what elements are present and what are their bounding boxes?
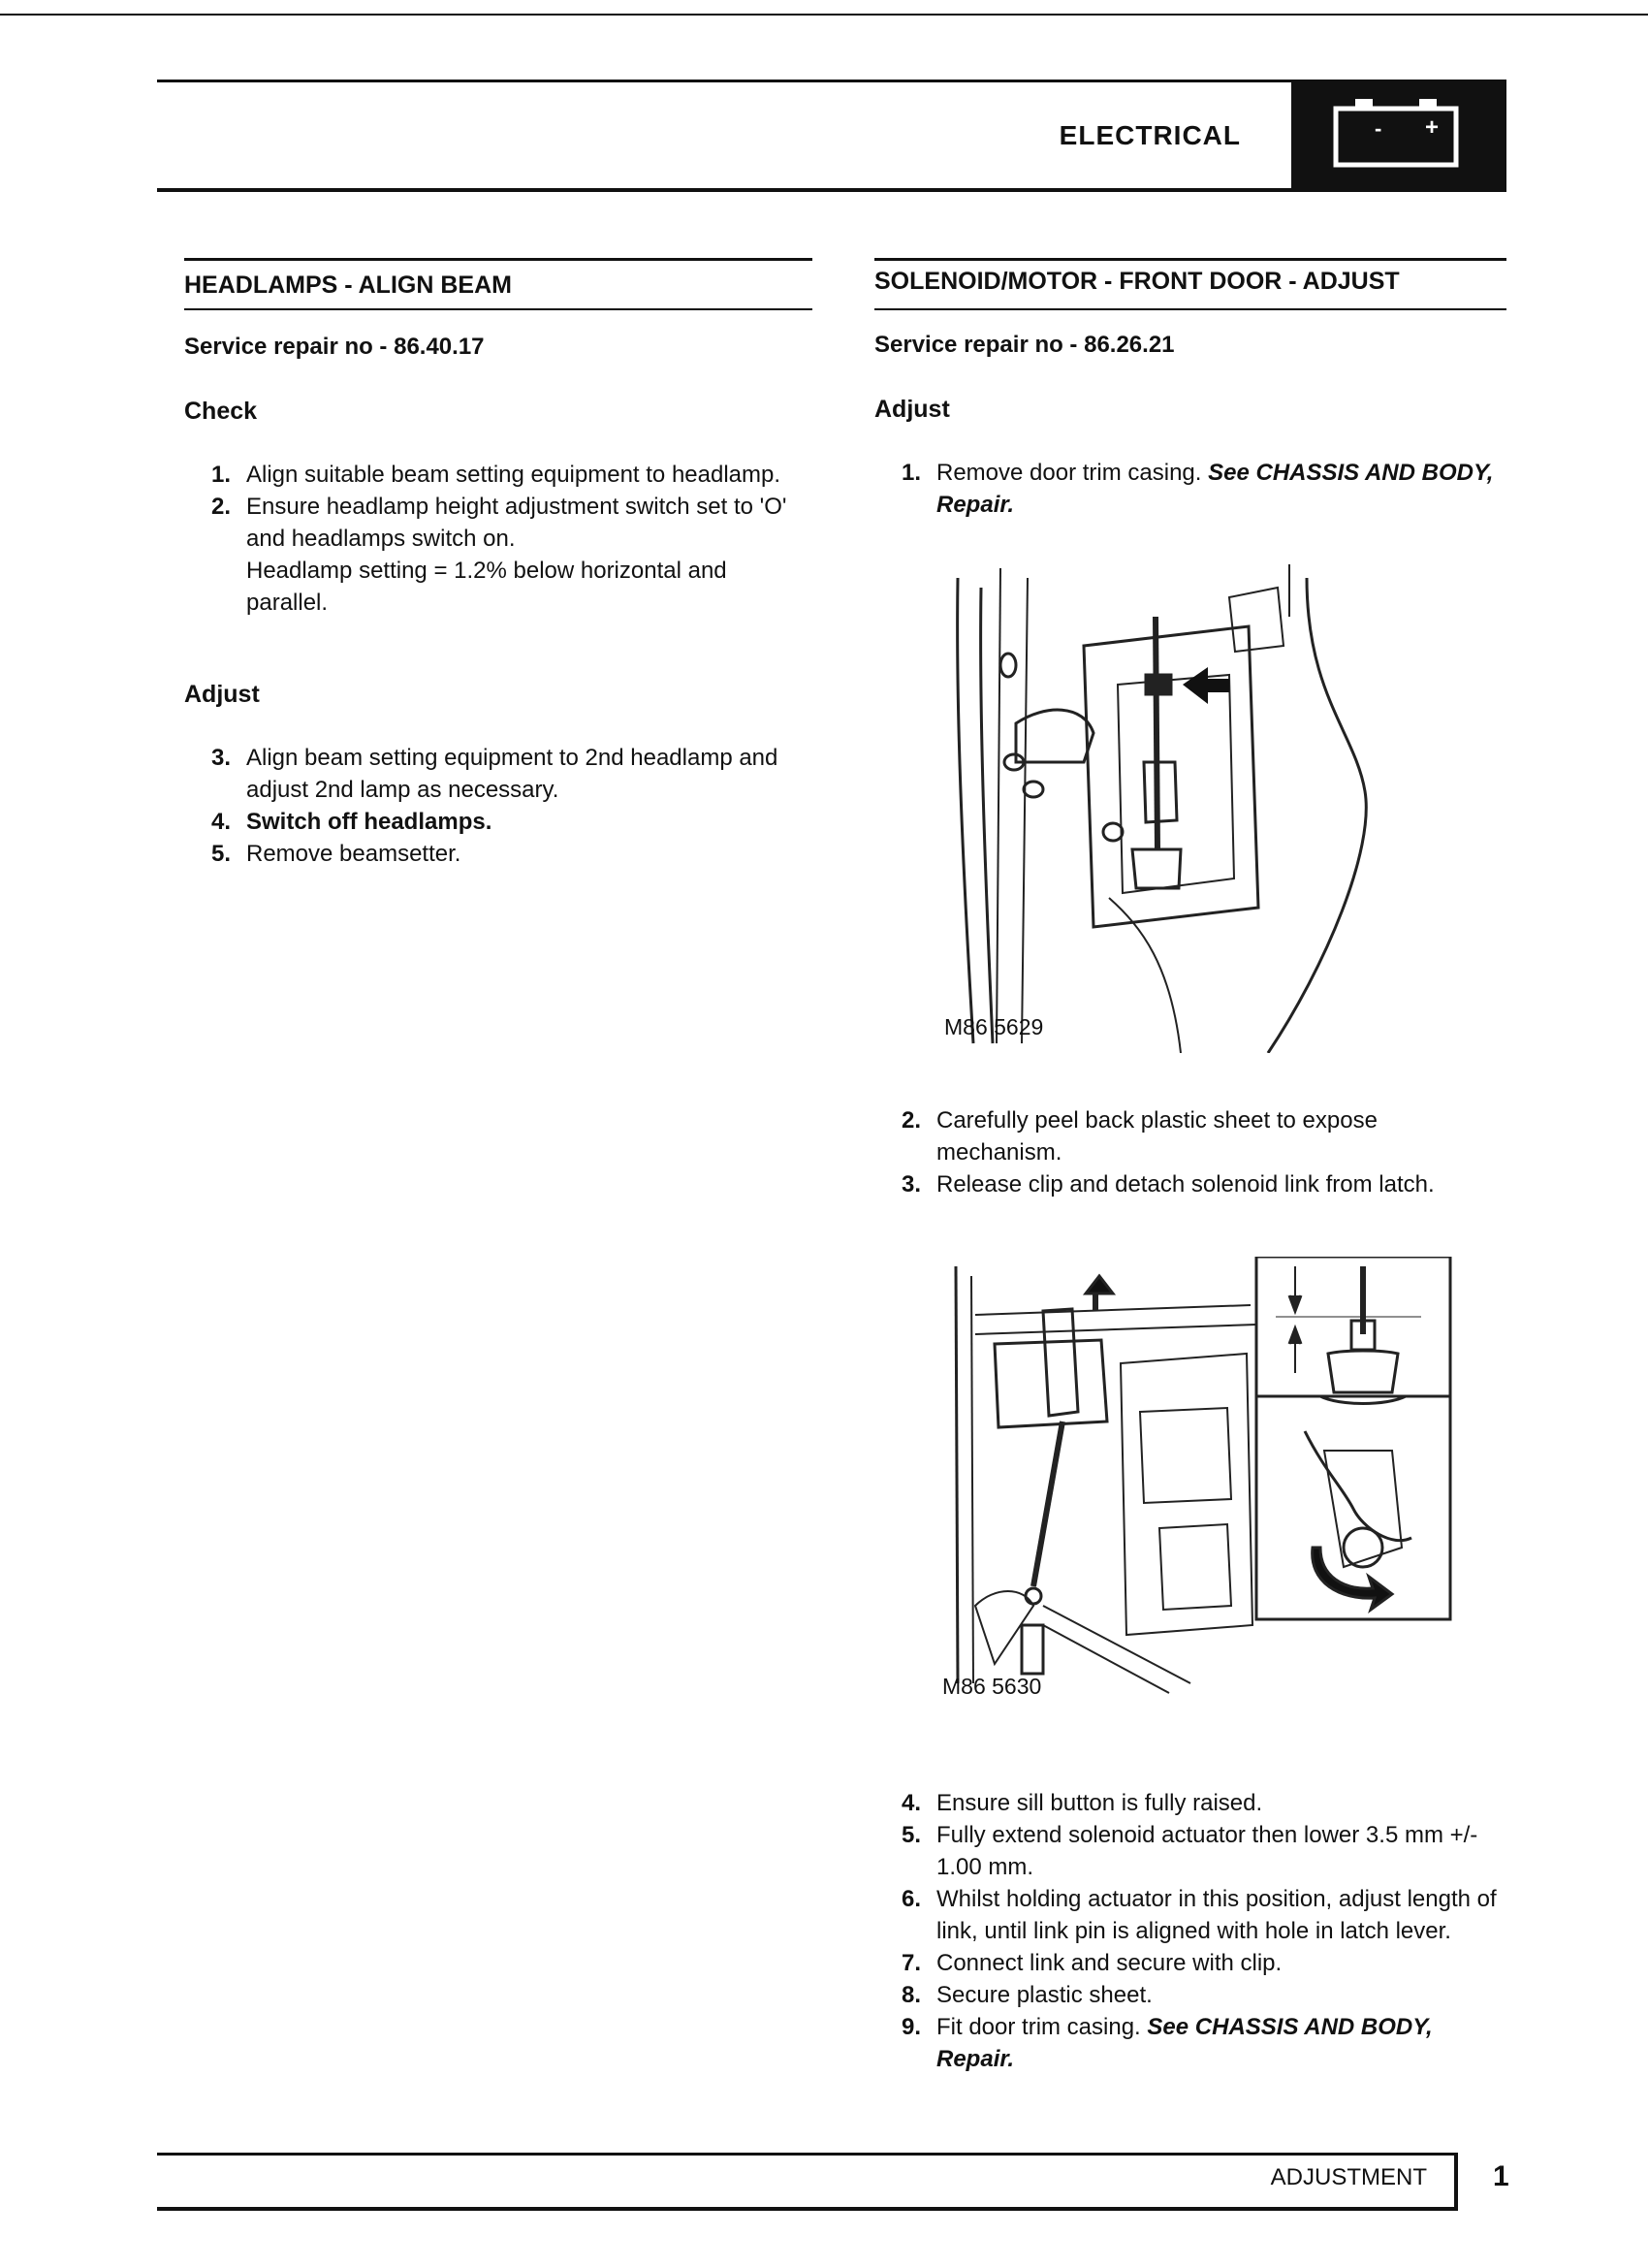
- step-number: 5.: [211, 841, 232, 867]
- footer-bottom-rule: [157, 2207, 1456, 2211]
- step-number: 9.: [902, 2014, 922, 2040]
- step-text: Ensure sill button is fully raised.: [936, 1790, 1263, 1816]
- link-latch-drawing: [936, 1257, 1452, 1712]
- right-steps-c: [902, 1787, 1506, 2075]
- door-solenoid-drawing: [938, 559, 1433, 1053]
- step-text: Carefully peel back plastic sheet to expose mechanism.: [936, 1107, 1378, 1166]
- page-number: 1: [1493, 2160, 1509, 2192]
- step-number: 2.: [902, 1107, 922, 1134]
- footer-divider: [1454, 2153, 1458, 2211]
- left-adjust-heading: Adjust: [184, 681, 260, 708]
- list-item: [211, 491, 812, 619]
- figure-label-m86-5630: M86 5630: [942, 1674, 1042, 1699]
- right-title-bottom-rule: [874, 308, 1506, 310]
- step-number: 1.: [902, 460, 922, 486]
- right-adjust-heading: Adjust: [874, 396, 950, 423]
- list-item: [902, 1104, 1506, 1168]
- battery-icon-box: [1291, 80, 1506, 192]
- see-word: See: [1147, 2014, 1189, 2040]
- header-section-title: ELECTRICAL: [1059, 120, 1241, 150]
- step-number: 4.: [902, 1790, 922, 1816]
- battery-minus-label: -: [1375, 116, 1382, 141]
- list-item: [902, 2011, 1506, 2075]
- step-number: 8.: [902, 1982, 922, 2008]
- battery-plus-label: +: [1425, 114, 1440, 141]
- step-number: 7.: [902, 1950, 922, 1976]
- step-number: 3.: [211, 745, 232, 771]
- list-item: [902, 1947, 1506, 1979]
- figure-link-latch: [936, 1257, 1452, 1712]
- cross-reference: CHASSIS AND BODY, Repair.: [936, 2014, 1433, 2072]
- list-item: [902, 1168, 1506, 1200]
- left-title-top-rule: [184, 258, 812, 261]
- step-text: Release clip and detach solenoid link from latch.: [936, 1171, 1435, 1198]
- right-title-top-rule: [874, 258, 1506, 261]
- step-text: Connect link and secure with clip.: [936, 1950, 1283, 1976]
- footer-top-rule: [157, 2153, 1456, 2156]
- step-number: 6.: [902, 1886, 922, 1912]
- left-title-bottom-rule: [184, 308, 812, 310]
- left-check-heading: Check: [184, 398, 258, 425]
- list-item: [902, 1979, 1506, 2011]
- list-item: [211, 838, 812, 870]
- list-item: [902, 1787, 1506, 1819]
- figure-label-m86-5629: M86 5629: [944, 1014, 1044, 1039]
- battery-icon: [1291, 80, 1506, 192]
- step-text: Align beam setting equipment to 2nd headlamp and adjust 2nd lamp as necessary.: [246, 745, 778, 803]
- left-service-repair-no: Service repair no - 86.40.17: [184, 334, 485, 360]
- step-text: Switch off headlamps.: [246, 809, 492, 835]
- step-text: Whilst holding actuator in this position, adjust length of link, until link pin is aligned with hole in latch lever.: [936, 1886, 1497, 1944]
- step-text: Remove door trim casing.: [936, 460, 1202, 486]
- step-text: Secure plastic sheet.: [936, 1982, 1153, 2008]
- step-text: Remove beamsetter.: [246, 841, 461, 867]
- step-text: Ensure headlamp height adjustment switch set to 'O' and headlamps switch on.: [246, 494, 787, 552]
- cross-reference: CHASSIS AND BODY, Repair.: [936, 460, 1494, 518]
- step-text: Align suitable beam setting equipment to headlamp.: [246, 462, 781, 488]
- step-number: 5.: [902, 1822, 922, 1848]
- top-edge-rule: [0, 14, 1648, 16]
- step-number: 1.: [211, 462, 232, 488]
- left-check-steps: [211, 459, 812, 619]
- figure-door-solenoid: [938, 559, 1433, 1053]
- step-text: Fully extend solenoid actuator then lower 3.5 mm +/- 1.00 mm.: [936, 1822, 1478, 1880]
- left-section-title: HEADLAMPS - ALIGN BEAM: [184, 272, 512, 299]
- list-item: [211, 459, 812, 491]
- list-item: [902, 1819, 1506, 1883]
- footer-section-label: ADJUSTMENT: [1270, 2164, 1427, 2190]
- list-item: [211, 806, 812, 838]
- step-number: 3.: [902, 1171, 922, 1198]
- see-word: See: [1208, 460, 1250, 486]
- step-text: Fit door trim casing.: [936, 2014, 1141, 2040]
- header-top-rule: [157, 80, 1291, 82]
- step-number: 2.: [211, 494, 232, 520]
- headlamp-setting-note: Headlamp setting = 1.2% below horizontal and parallel.: [246, 558, 727, 616]
- right-steps-a: [902, 457, 1506, 521]
- right-steps-b: [902, 1104, 1506, 1200]
- header-bottom-rule: [157, 188, 1291, 192]
- right-service-repair-no: Service repair no - 86.26.21: [874, 332, 1175, 358]
- left-adjust-steps: [211, 742, 812, 870]
- right-section-title: SOLENOID/MOTOR - FRONT DOOR - ADJUST: [874, 268, 1400, 295]
- list-item: [211, 742, 812, 806]
- step-number: 4.: [211, 809, 232, 835]
- list-item: [902, 457, 1506, 521]
- list-item: [902, 1883, 1506, 1947]
